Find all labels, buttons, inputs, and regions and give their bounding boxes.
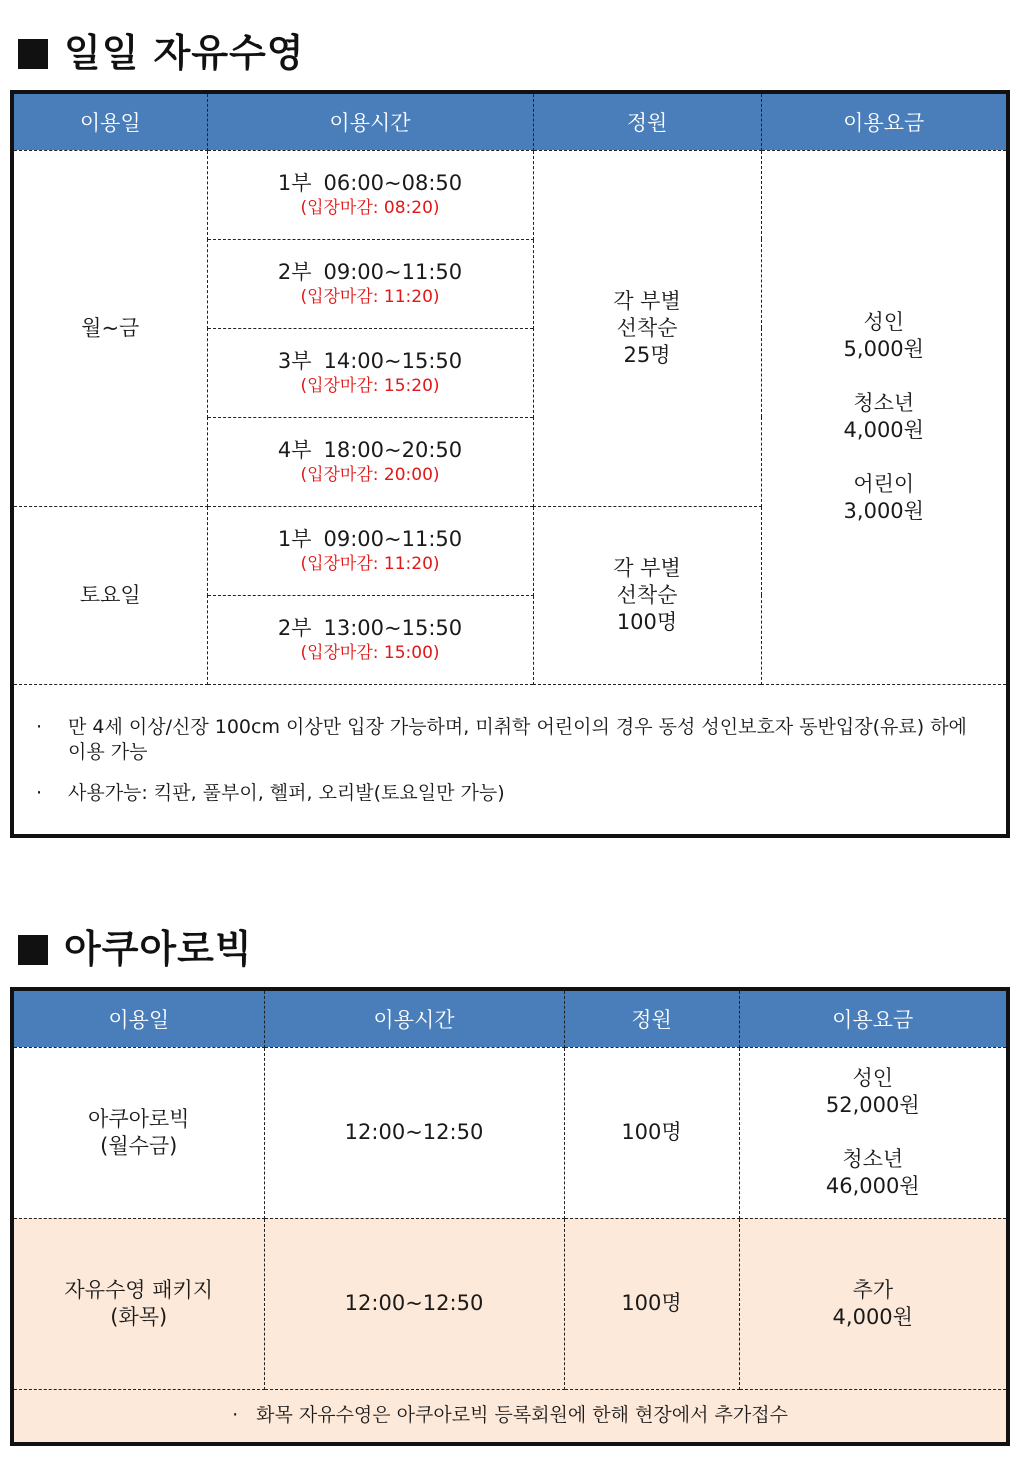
- fee-price: 4,000원: [832, 1304, 913, 1329]
- slot-part: 3부: [277, 349, 312, 373]
- time-cell: 12:00~12:50: [264, 1218, 564, 1389]
- weekday-capacity: [533, 150, 761, 506]
- day-line: (월수금): [100, 1133, 178, 1158]
- fee-group: 어린이: [853, 471, 915, 496]
- slot-cell: [207, 506, 533, 595]
- slot-cell: [207, 328, 533, 417]
- note-text: 사용가능: 킥판, 풀부이, 헬퍼, 오리발(토요일만 가능): [68, 781, 505, 804]
- header-time: 이용시간: [264, 989, 564, 1047]
- slot-deadline: (입장마감: 20:00): [300, 465, 440, 485]
- header-fee: 이용요금: [761, 92, 1008, 150]
- section-title-aquarobic: [18, 918, 253, 973]
- slot-deadline: (입장마감: 11:20): [300, 554, 440, 574]
- slot-part: 2부: [277, 260, 312, 284]
- header-time: 이용시간: [207, 92, 533, 150]
- fee-price: 52,000원: [825, 1093, 920, 1117]
- header-fee: 이용요금: [739, 989, 1008, 1047]
- bullet-dot-icon: ·: [36, 715, 43, 738]
- fee-cell: [739, 1218, 1008, 1389]
- saturday-capacity: [533, 506, 761, 684]
- day-line: (화목): [110, 1304, 168, 1329]
- fee-cell: [761, 150, 1008, 684]
- note-item: [36, 781, 986, 806]
- day-cell: [12, 1047, 264, 1218]
- notes-cell: [12, 684, 1008, 836]
- bullet-dot-icon: ·: [36, 781, 43, 804]
- header-day: 이용일: [12, 92, 207, 150]
- capacity-line: 각 부별: [613, 288, 681, 313]
- fee-price: 46,000원: [825, 1174, 920, 1198]
- fee-group: 추가: [852, 1277, 894, 1302]
- slot-cell: [207, 595, 533, 684]
- fee-price: 4,000원: [843, 417, 924, 442]
- slot-part: 4부: [277, 438, 312, 462]
- slot-cell: [207, 150, 533, 239]
- section-title-free-swim: [18, 22, 304, 77]
- slot-time: 13:00~15:50: [323, 616, 463, 640]
- capacity-cell: 100명: [564, 1047, 739, 1218]
- capacity-line: 25명: [623, 342, 671, 367]
- capacity-line: 선착순: [616, 315, 678, 340]
- fee-group: 성인: [863, 309, 905, 334]
- day-cell: [12, 1218, 264, 1389]
- day-line: 자유수영 패키지: [64, 1277, 214, 1302]
- capacity-line: 100명: [616, 609, 678, 634]
- bullet-dot-icon: ·: [232, 1404, 239, 1427]
- slot-time: 14:00~15:50: [323, 349, 463, 373]
- aquarobic-title: 아쿠아로빅: [64, 927, 253, 971]
- slot-deadline: (입장마감: 08:20): [300, 198, 440, 218]
- slot-time: 09:00~11:50: [323, 260, 463, 284]
- aquarobic-table: [10, 987, 1010, 1446]
- slot-part: 1부: [277, 171, 312, 195]
- slot-cell: [207, 417, 533, 506]
- table-row: [12, 150, 1008, 239]
- table-row: [12, 1218, 1008, 1389]
- slot-part: 1부: [277, 527, 312, 551]
- slot-cell: [207, 239, 533, 328]
- capacity-cell: 100명: [564, 1218, 739, 1389]
- table-header-row: [12, 989, 1008, 1047]
- slot-deadline: (입장마감: 15:20): [300, 376, 440, 396]
- note-text: 화목 자유수영은 아쿠아로빅 등록회원에 한해 현장에서 추가접수: [256, 1404, 788, 1427]
- capacity-line: 선착순: [616, 582, 678, 607]
- slot-time: 18:00~20:50: [323, 438, 463, 462]
- capacity-line: 각 부별: [613, 555, 681, 580]
- day-line: 아쿠아로빅: [88, 1106, 190, 1131]
- table-header-row: [12, 92, 1008, 150]
- header-capacity: 정원: [564, 989, 739, 1047]
- notes-row: [12, 1389, 1008, 1444]
- free-swim-table: [10, 90, 1010, 838]
- slot-time: 06:00~08:50: [323, 171, 463, 195]
- square-bullet-icon: [18, 39, 48, 69]
- time-cell: 12:00~12:50: [264, 1047, 564, 1218]
- notes-cell: [12, 1389, 1008, 1444]
- note-item: [36, 715, 986, 765]
- notes-row: [12, 684, 1008, 836]
- weekday-label: 월~금: [12, 150, 207, 506]
- fee-cell: [739, 1047, 1008, 1218]
- table-row: [12, 1047, 1008, 1218]
- saturday-label: 토요일: [12, 506, 207, 684]
- square-bullet-icon: [18, 935, 48, 965]
- fee-group: 청소년: [853, 390, 915, 415]
- fee-group: 청소년: [842, 1147, 904, 1171]
- free-swim-title: 일일 자유수영: [64, 31, 305, 75]
- slot-deadline: (입장마감: 11:20): [300, 287, 440, 307]
- fee-group: 성인: [852, 1066, 894, 1090]
- fee-price: 5,000원: [843, 336, 924, 361]
- header-day: 이용일: [12, 989, 264, 1047]
- slot-part: 2부: [277, 616, 312, 640]
- note-text: 만 4세 이상/신장 100cm 이상만 입장 가능하며, 미취학 어린이의 경우 동성 성인보호자 동반입장(유료) 하에 이용 가능: [68, 715, 967, 763]
- slot-time: 09:00~11:50: [323, 527, 463, 551]
- fee-price: 3,000원: [843, 498, 924, 523]
- slot-deadline: (입장마감: 15:00): [300, 643, 440, 663]
- header-capacity: 정원: [533, 92, 761, 150]
